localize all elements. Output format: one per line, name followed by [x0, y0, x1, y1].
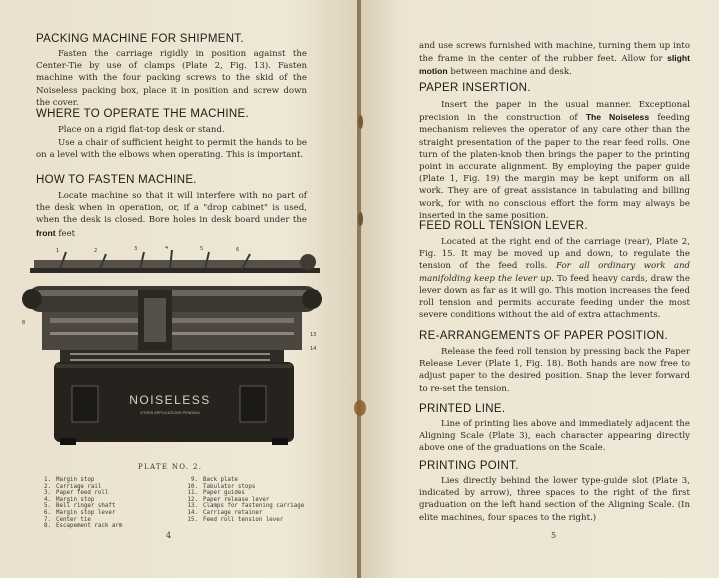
legend-item: [37, 517, 167, 524]
page-number-left: 4: [166, 531, 172, 540]
legend-item: [184, 517, 334, 524]
legend-item: [37, 477, 167, 484]
legend-label: Paper guides: [203, 490, 245, 497]
legend-item: [37, 497, 167, 504]
legend-label: Margin stop: [56, 477, 95, 483]
legend-number: 9.: [191, 477, 198, 483]
legend-item: [184, 490, 334, 497]
legend-label: Bell ringer shaft: [56, 503, 116, 510]
legend-item: [184, 477, 334, 484]
svg-text:6: 6: [236, 247, 240, 253]
legend-item: [184, 510, 334, 517]
heading-paper-insertion: PAPER INSERTION.: [419, 82, 531, 94]
legend-number: 3.: [44, 490, 51, 497]
legend-left-list: [37, 477, 167, 530]
legend-number: 7.: [44, 516, 51, 523]
legend-item: [184, 503, 334, 510]
legend-item: [37, 510, 167, 517]
legend-item: [37, 490, 167, 497]
legend-number: 5.: [44, 503, 51, 510]
machine-brand-text: NOISELESS: [129, 393, 211, 407]
heading-re-arrangements: RE-ARRANGEMENTS OF PAPER POSITION.: [419, 330, 668, 342]
legend-number: 12.: [187, 496, 198, 503]
svg-text:5: 5: [200, 246, 204, 252]
continuation-paragraph: and use screws furnished with machine, turning them up into the frame in the center of the rubber feet. Allow for slight motion between machine and desk.: [419, 41, 690, 78]
legend-number: 2.: [44, 483, 51, 490]
svg-text:3: 3: [134, 246, 138, 252]
legend-label: Escapement rack arm: [56, 523, 123, 530]
paragraph-paper-insertion: Insert the paper in the usual manner. Exceptional precision in the construction of The Noiseless feeding mechanism relieves the operator of any care other than the straight presentation of the paper to the rear feed rolls. One turn of the platen-knob then brings the paper to the printing point in accurate alignment. By employing the paper guide (Plate 1, Fig. 19) the margin may be kept uniform on all work. They are of great assistance in tabulating and billing work, for with no conscious effort the form may always be inserted in the same position.: [419, 100, 691, 221]
legend-label: Back plate: [203, 477, 238, 483]
legend-right-list: [184, 477, 334, 523]
legend-item: [184, 497, 334, 504]
heading-where-to-operate: WHERE TO OPERATE THE MACHINE.: [36, 108, 249, 120]
stain-mark: [354, 400, 366, 416]
legend-label: Feed roll tension lever: [203, 516, 284, 523]
legend-number: 11.: [187, 490, 198, 497]
legend-label: Carriage rail: [56, 483, 102, 490]
heading-feed-roll-tension: FEED ROLL TENSION LEVER.: [419, 220, 588, 232]
paragraph-printing-point: Lies directly behind the lower type-guide slot (Plate 3, indicated by arrow), three spaces to the right of the first graduation on the left hand section of the Aligning Scale. (In elite machines, four spaces to the right.): [419, 476, 690, 523]
plate-caption: PLATE NO. 2.: [138, 463, 203, 471]
paragraph-packing: Fasten the carriage rigidly in position against the Center-Tie by use of clamps (Plate 2, Fig. 13). Fasten machine with the four packing screws to the skid of the Noiseless packing box, place it in position and screw down the cover.: [36, 49, 307, 108]
legend-label: Margin stop lever: [56, 509, 116, 516]
heading-printing-point: PRINTING POINT.: [419, 460, 519, 472]
legend-item: [37, 484, 167, 491]
typewriter-illustration: [20, 246, 322, 446]
legend-label: Center tie: [56, 516, 91, 523]
stain-mark: [358, 115, 363, 129]
svg-text:1: 1: [56, 248, 60, 254]
svg-text:13: 13: [310, 332, 317, 338]
heading-packing-machine: PACKING MACHINE FOR SHIPMENT.: [36, 33, 244, 45]
legend-number: 13.: [187, 503, 198, 510]
legend-label: Carriage retainer: [203, 509, 263, 516]
machine-plate-subtext: OTHER APPLICATIONS PENDING: [140, 411, 200, 415]
stain-mark: [358, 212, 363, 226]
heading-printed-line: PRINTED LINE.: [419, 403, 506, 415]
paragraph-printed-line: Line of printing lies above and immediately adjacent the Aligning Scale (Plate 3), each character appearing directly above one of the graduations on the Scale.: [419, 419, 690, 454]
svg-text:14: 14: [310, 346, 317, 352]
legend-label: Margin stop: [56, 496, 95, 503]
legend-label: Paper release lever: [203, 496, 270, 503]
paragraph-desk: Place on a rigid flat-top desk or stand.: [58, 125, 225, 135]
paragraph-re-arrangements: Release the feed roll tension by pressing back the Paper Release Lever (Plate 1, Fig. 18). Both hands are now free to adjust paper to the desired position. Snap the lever forward to re-set the tension.: [419, 347, 690, 394]
legend-item: [184, 484, 334, 491]
svg-text:8: 8: [22, 320, 26, 326]
legend-label: Clamps for fastening carriage: [203, 503, 305, 510]
heading-how-to-fasten: HOW TO FASTEN MACHINE.: [36, 174, 197, 186]
paragraph-chair: Use a chair of sufficient height to permit the hands to be on a level with the elbows when operating. This is important.: [36, 138, 307, 161]
svg-text:4: 4: [165, 246, 169, 251]
legend-number: 8.: [44, 523, 51, 530]
legend-number: 1.: [44, 477, 51, 483]
legend-number: 15.: [187, 516, 198, 523]
legend-number: 14.: [187, 509, 198, 516]
paragraph-fasten: Locate machine so that it will interfere with no part of the desk when in operation, or, if a "drop cabinet" is used, when the desk is closed. Bore holes in desk board under the front feet: [36, 191, 307, 239]
legend-item: [37, 503, 167, 510]
paragraph-feed-roll-tension: Located at the right end of the carriage (rear), Plate 2, Fig. 15. It may be moved up and down, to regulate the tension of the feed rolls. For all ordinary work and manifolding keep the lever up. To feed heavy cards, draw the lever down as far as it will go. This motion increases the feed roll tension and permits accurate feeding under the most severe conditions without the aid of extra attachments.: [419, 237, 690, 321]
svg-text:2: 2: [94, 248, 98, 254]
legend-item: [37, 523, 167, 530]
legend-number: 4.: [44, 496, 51, 503]
legend-number: 6.: [44, 509, 51, 516]
legend-label: Paper feed roll: [56, 490, 109, 497]
page-number-right: 5: [551, 531, 557, 540]
legend-label: Tabulator stops: [203, 483, 256, 490]
legend-number: 10.: [187, 483, 198, 490]
